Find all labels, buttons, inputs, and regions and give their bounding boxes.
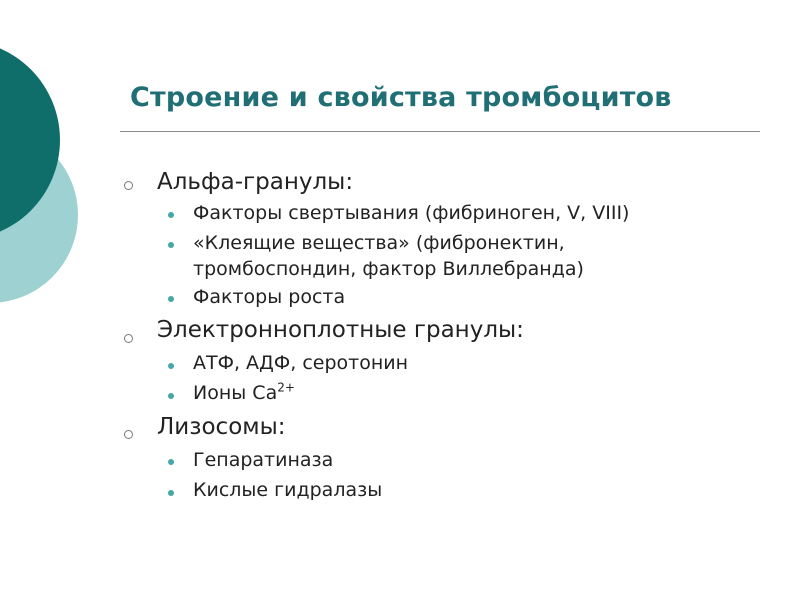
dot-bullet-icon (168, 490, 174, 496)
list-item: «Клеящие вещества» (фибронектин, (193, 232, 565, 254)
dot-bullet-icon (168, 363, 174, 369)
list-item: Факторы свертывания (фибриноген, V, VIII) (193, 202, 630, 224)
list-item-text: Ионы Ca (193, 382, 278, 404)
section-heading: Электронноплотные гранулы: (157, 317, 524, 343)
list-item: Гепаратиназа (193, 449, 334, 471)
dot-bullet-icon (168, 459, 174, 465)
circle-bullet-icon (124, 430, 133, 439)
dot-bullet-icon (168, 296, 174, 302)
list-item: Факторы роста (193, 286, 346, 308)
list-item-continuation: тромбоспондин, фактор Виллебранда) (193, 258, 584, 280)
slide-title: Строение и свойства тромбоцитов (130, 82, 672, 113)
circle-bullet-icon (124, 181, 133, 190)
dot-bullet-icon (168, 242, 174, 248)
list-item: АТФ, АДФ, серотонин (193, 352, 409, 374)
circle-bullet-icon (124, 334, 133, 343)
list-item (193, 382, 295, 404)
dot-bullet-icon (168, 212, 174, 218)
section-heading: Лизосомы: (157, 414, 286, 440)
superscript: 2+ (277, 380, 295, 395)
list-item: Кислые гидралазы (193, 479, 383, 501)
dot-bullet-icon (168, 393, 174, 399)
section-heading: Альфа-гранулы: (157, 169, 354, 195)
